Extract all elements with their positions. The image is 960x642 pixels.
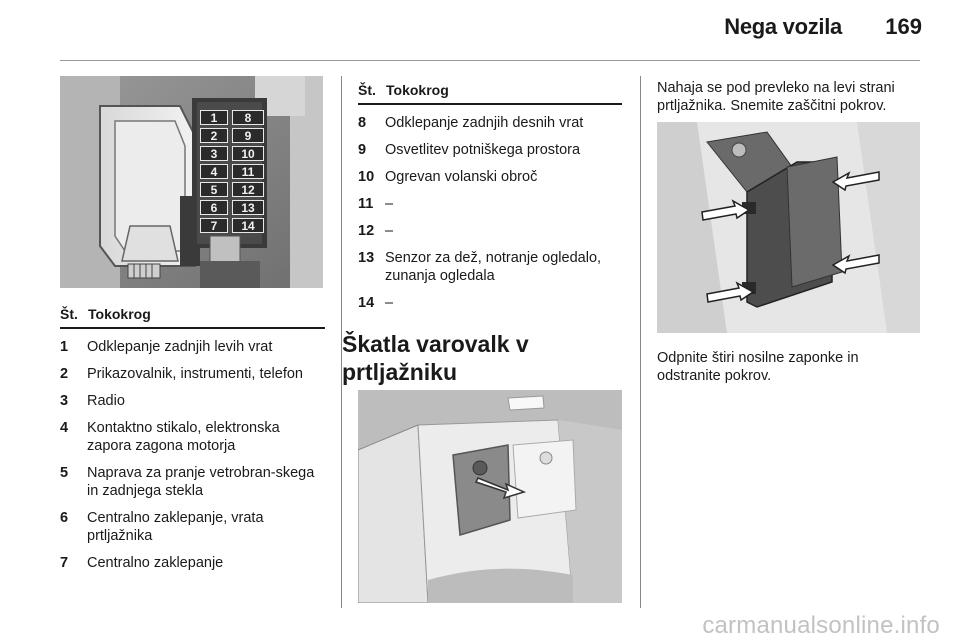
fuse-number: 3 — [60, 393, 69, 409]
fuse-label: 14 — [232, 218, 264, 233]
circuit-text: Osvetlitev potniškega prostora — [385, 142, 581, 158]
circuit-text: – — [385, 196, 394, 212]
table-row — [358, 141, 622, 159]
circuit-text: Ogrevan volanski obroč — [385, 169, 538, 185]
fuse-table-left — [60, 305, 325, 572]
page-title: Nega vozila — [724, 14, 842, 39]
fuse-number: 8 — [358, 115, 367, 131]
table-row — [358, 294, 622, 312]
fuse-number: 9 — [358, 142, 367, 158]
fuse-label: 11 — [232, 164, 264, 179]
fuse-label: 4 — [200, 164, 228, 179]
section-intro: Nahaja se pod prevleko na levi strani prtljažnika. Snemite zaščitni pokrov. — [657, 80, 895, 114]
table-row — [358, 195, 622, 213]
circuit-text: Odklepanje zadnjih desnih vrat — [385, 115, 584, 131]
circuit-text: Naprava za pranje vetrobran-skega in zadnjega stekla — [87, 465, 315, 499]
circuit-text: – — [385, 295, 394, 311]
fuse-number: 7 — [60, 555, 69, 571]
table-row — [60, 338, 325, 356]
section-heading: Škatla varovalk v prtljažniku — [342, 331, 529, 385]
fuse-label: 2 — [200, 128, 228, 143]
circuit-text: Radio — [87, 393, 125, 409]
table-row — [60, 419, 325, 455]
fuse-number: 14 — [358, 295, 375, 311]
circuit-text: Centralno zaklepanje, vrata prtljažnika — [87, 510, 264, 544]
circuit-text: – — [385, 223, 394, 239]
fuse-number: 2 — [60, 366, 69, 382]
section-step: Odpnite štiri nosilne zaponke in odstranite pokrov. — [657, 350, 859, 384]
fuse-labels-right — [232, 110, 264, 236]
watermark: carmanualsonline.info — [702, 612, 940, 639]
fuse-label: 3 — [200, 146, 228, 161]
header-rule — [60, 60, 920, 61]
fuse-label: 8 — [232, 110, 264, 125]
table-row — [60, 392, 325, 410]
fuse-label: 13 — [232, 200, 264, 215]
circuit-text: Odklepanje zadnjih levih vrat — [87, 339, 273, 355]
table-row — [60, 365, 325, 383]
fuse-table-right — [358, 81, 622, 312]
table-row — [358, 114, 622, 132]
fuse-label: 9 — [232, 128, 264, 143]
column-header-circuit: Tokokrog — [386, 82, 449, 98]
table-header — [60, 305, 325, 329]
circuit-text: Senzor za dež, notranje ogledalo, zunanja ogledala — [385, 250, 602, 284]
fuse-number: 11 — [358, 196, 374, 212]
fuse-number: 10 — [358, 169, 375, 185]
fuse-label: 10 — [232, 146, 264, 161]
fuse-number: 13 — [358, 250, 375, 266]
table-header — [358, 81, 622, 105]
fuse-label: 5 — [200, 182, 228, 197]
fuse-number: 6 — [60, 510, 69, 526]
fuse-label: 6 — [200, 200, 228, 215]
fuse-label: 7 — [200, 218, 228, 233]
table-row — [358, 249, 622, 285]
fuse-number: 4 — [60, 420, 69, 436]
fuse-labels-left — [200, 110, 228, 236]
fuse-number: 12 — [358, 223, 375, 239]
trunk-photo — [358, 390, 622, 603]
table-row — [358, 168, 622, 186]
column-header-circuit: Tokokrog — [88, 306, 151, 322]
fuse-box-detail-photo — [657, 122, 920, 333]
table-row — [60, 464, 325, 500]
fuse-number: 1 — [60, 339, 69, 355]
circuit-text: Prikazovalnik, instrumenti, telefon — [87, 366, 303, 382]
fuse-number: 5 — [60, 465, 69, 481]
column-header-no: Št. — [358, 82, 376, 98]
circuit-text: Kontaktno stikalo, elektronska zapora zagona motorja — [87, 420, 280, 454]
circuit-text: Centralno zaklepanje — [87, 555, 224, 571]
table-row — [358, 222, 622, 240]
fuse-box-photo — [60, 76, 323, 288]
page-number: 169 — [885, 14, 922, 39]
fuse-label: 1 — [200, 110, 228, 125]
fuse-label: 12 — [232, 182, 264, 197]
column-divider-right — [640, 76, 641, 608]
column-header-no: Št. — [60, 306, 78, 322]
table-row — [60, 509, 325, 545]
table-row — [60, 554, 325, 572]
